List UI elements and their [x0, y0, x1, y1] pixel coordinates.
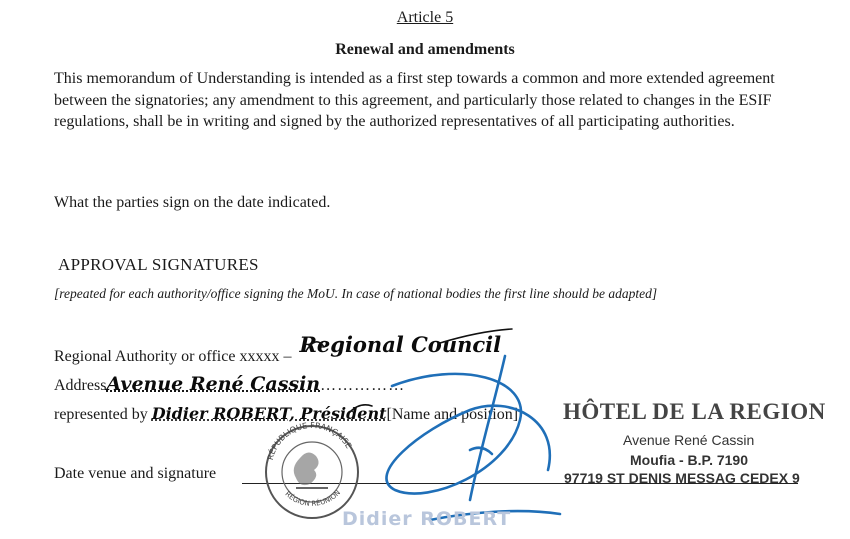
seal-signatory-name: Didier ROBERT — [342, 508, 512, 530]
authority-label: Regional Authority or office xxxxx – — [54, 348, 292, 365]
address-handwritten: Avenue René Cassin — [106, 373, 321, 395]
article-title: Article 5 — [396, 9, 454, 26]
represented-label: represented by — [54, 406, 148, 423]
seal-text-top: RÉPUBLIQUE FRANÇAISE — [265, 420, 354, 462]
represented-handwritten: Didier ROBERT, Président — [151, 404, 387, 423]
official-seal — [266, 421, 358, 518]
body-paragraph: This memorandum of Understanding is intended as a first step towards a common and more extended agreement between the signatories; any amendment to this agreement, and particularly those related to changes in the ESIF regulations, shall be in writing and signed by the authorized representatives of all participating authorities. — [54, 70, 775, 130]
date-label: Date venue and signature — [54, 465, 217, 482]
stamp-line-2: Moufia - B.P. 7190 — [630, 452, 749, 468]
authority-handwritten: Regional Council — [299, 332, 502, 357]
section-heading: Renewal and amendments — [335, 41, 515, 58]
ink-flourish — [306, 329, 512, 412]
seal-text-bottom: RÉGION RÉUNION — [283, 488, 343, 508]
stamp-line-1: Avenue René Cassin — [623, 432, 755, 448]
blue-signature — [386, 356, 560, 520]
closing-sentence: What the parties sign on the date indicated. — [54, 194, 331, 211]
address-label: Address — [54, 377, 107, 394]
stamp-title: HÔTEL DE LA REGION — [563, 399, 826, 424]
approval-title: APPROVAL SIGNATURES — [58, 255, 259, 274]
stamp-line-3: 97719 ST DENIS MESSAG CEDEX 9 — [564, 470, 800, 486]
address-dots: …………… — [320, 377, 406, 394]
represented-suffix: [Name and position] — [386, 406, 519, 423]
approval-instruction: [repeated for each authority/office signing the MoU. In case of national bodies the first line should be adapted] — [54, 286, 658, 301]
